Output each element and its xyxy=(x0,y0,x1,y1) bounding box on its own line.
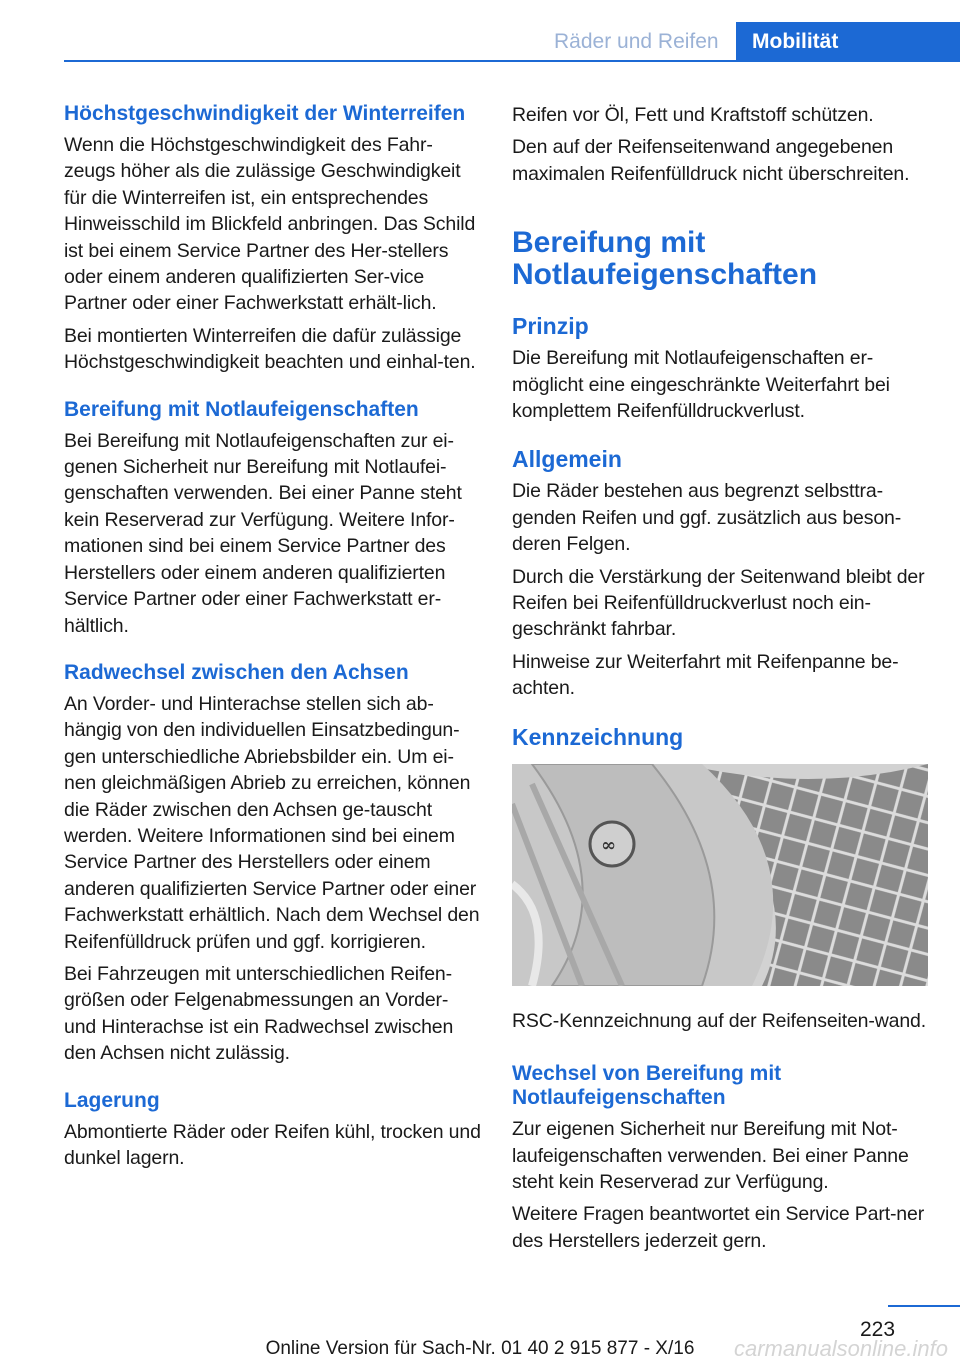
rsc-tire-illustration xyxy=(512,764,928,986)
section-breadcrumb[interactable]: Räder und Reifen xyxy=(554,30,719,53)
heading-marking: Kennzeichnung xyxy=(512,723,684,750)
left-column xyxy=(64,102,482,1171)
paragraph: Bei Fahrzeugen mit unterschiedlichen Reifen-größen oder Felgenabmessungen an Vorder- und Hinterachse ist ein Radwechsel zwischen den Achsen nicht zulässig. xyxy=(64,962,454,1065)
paragraph: Durch die Verstärkung der Seitenwand bleibt der Reifen bei Reifenfülldruckverlust noch ein-geschränkt fahrbar. xyxy=(512,565,925,641)
paragraph: Hinweise zur Weiterfahrt mit Reifenpanne be-achten. xyxy=(512,650,899,700)
heading-storage: Lagerung xyxy=(64,1088,160,1112)
watermark: carmanualsonline.info xyxy=(733,1336,948,1361)
paragraph: Bei Bereifung mit Notlaufeigenschaften zur ei-genen Sicherheit nur Bereifung mit Notlaufei-genschaften verwenden. Bei einer Panne steht kein Reserverad zur Verfügung. Weitere Infor-mationen sind bei einem Service Partner des Herstellers oder einem anderen qualifizierten Service Partner oder einer Fachwerkstatt er-hältlich. xyxy=(64,429,462,637)
paragraph: Weitere Fragen beantwortet ein Service Part-ner des Herstellers jederzeit gern. xyxy=(512,1203,925,1252)
paragraph: Zur eigenen Sicherheit nur Bereifung mit Not-laufeigenschaften verwenden. Bei einer Panne steht kein Reserverad zur Verfügung. xyxy=(512,1118,909,1193)
heading-general: Allgemein xyxy=(512,446,622,473)
page-number: 223 xyxy=(860,1318,896,1341)
online-version-note: Online Version für Sach-Nr. 01 40 2 915 877 - X/16 xyxy=(265,1338,695,1359)
chapter-tab[interactable]: Mobilität xyxy=(736,22,960,62)
heading-winter-speed: Höchstgeschwindigkeit der Winterreifen xyxy=(64,102,466,125)
paragraph: Die Bereifung mit Notlaufeigenschaften er-möglicht eine eingeschränkte Weiterfahrt bei komplettem Reifenfülldruckverlust. xyxy=(512,347,890,423)
paragraph: Die Räder bestehen aus begrenzt selbsttra-genden Reifen und ggf. zusätzlich aus beson-deren Felgen. xyxy=(512,480,902,556)
paragraph: Wenn die Höchstgeschwindigkeit des Fahr-zeugs höher als die zulässige Geschwindigkeit für die Winterreifen ist, ein entsprechendes Hinweisschild im Blickfeld anbringen. Das Schild ist bei einem Service Partner des Her-stellers oder einem anderen qualifizierten Ser-vice Partner oder einer Fachwerkstatt erhält-lich. xyxy=(64,134,476,315)
paragraph: Den auf der Reifenseitenwand angegebenen maximalen Reifenfülldruck nicht überschreiten. xyxy=(512,136,910,185)
image-caption: RSC-Kennzeichnung auf der Reifenseiten-wand. xyxy=(512,1009,926,1032)
svg-text:∞: ∞ xyxy=(601,834,616,856)
heading-main-runflat: Bereifung mit Notlaufeigenschaften xyxy=(512,226,818,292)
heading-wheel-swap: Radwechsel zwischen den Achsen xyxy=(64,660,409,684)
paragraph: Bei montierten Winterreifen die dafür zulässige Höchstgeschwindigkeit beachten und einhal-ten. xyxy=(64,324,476,374)
paragraph: Reifen vor Öl, Fett und Kraftstoff schützen. xyxy=(512,104,874,126)
paragraph: An Vorder- und Hinterachse stellen sich ab-hängig von den individuellen Einsatzbedingun-gen unterschiedliche Abriebsbilder ein. Um ei-nen gleichmäßigen Abrieb zu erreichen, können die Räder zwischen den Achsen ge-tauscht werden. Weitere Informationen sind bei einem Service Partner des Herstellers oder einem anderen qualifizierten Service Partner oder einer Fachwerkstatt erhältlich. Nach dem Wechsel den Reifenfülldruck prüfen und ggf. korrigieren. xyxy=(64,692,480,953)
footer-rule xyxy=(888,1305,960,1307)
right-column xyxy=(512,102,932,1254)
heading-runflat: Bereifung mit Notlaufeigenschaften xyxy=(64,397,419,421)
paragraph: Abmontierte Räder oder Reifen kühl, trocken und dunkel lagern. xyxy=(64,1120,481,1169)
heading-change-runflat: Wechsel von Bereifung mit Notlaufeigenschaften xyxy=(512,1062,782,1110)
heading-principle: Prinzip xyxy=(512,313,589,340)
